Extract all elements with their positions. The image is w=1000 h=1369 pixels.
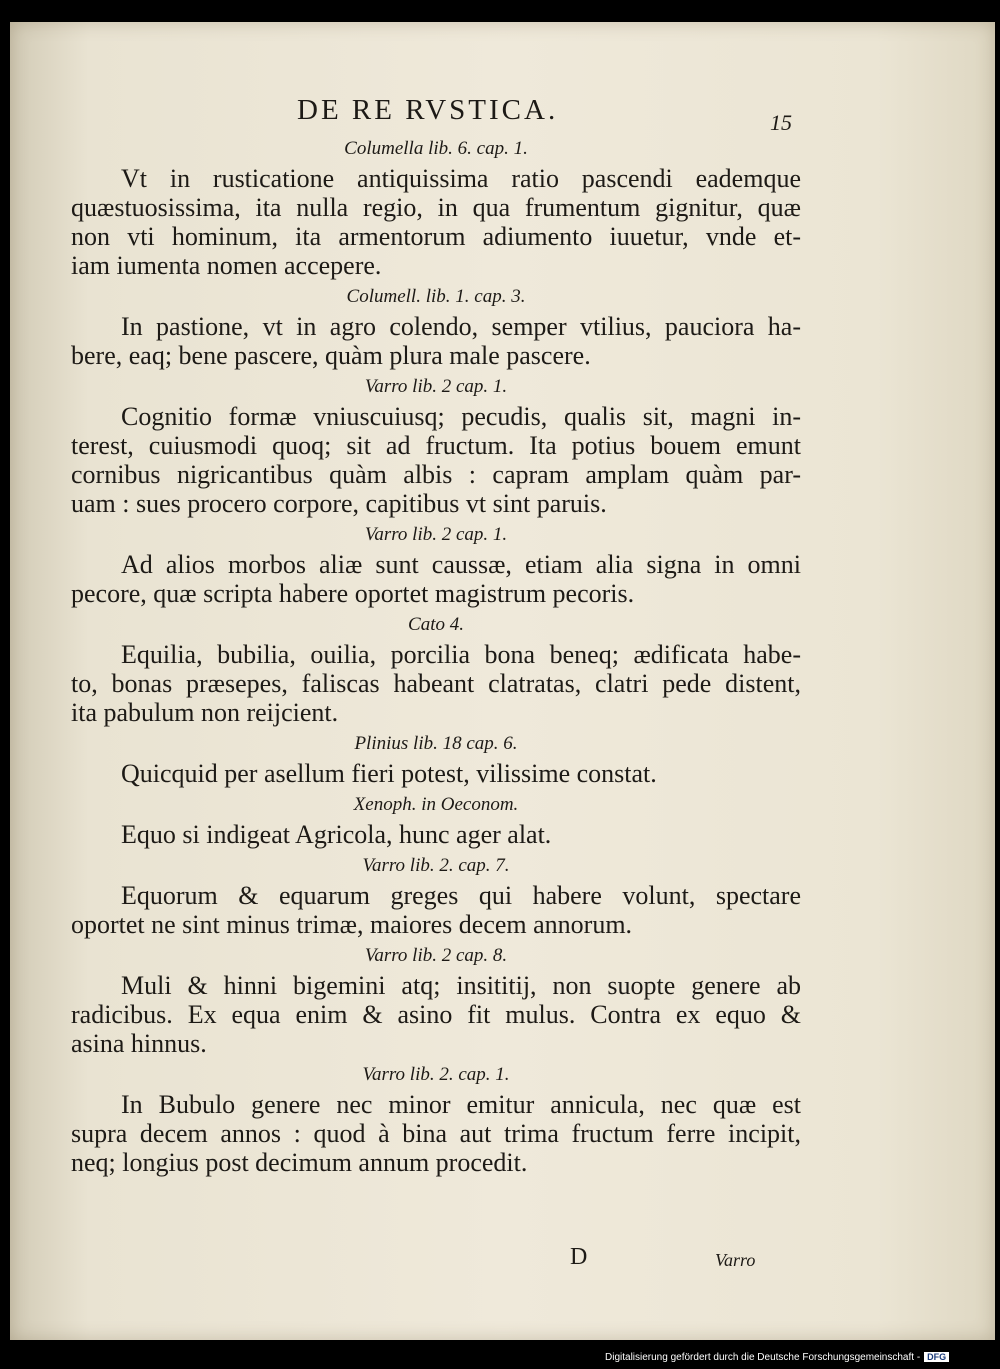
text-line: In Bubulo genere nec minor emitur annicula, nec quæ est <box>121 1090 801 1119</box>
text-line: Equorum & equarum greges qui habere volunt, spectare <box>121 881 801 910</box>
text-line: supra decem annos : quod à bina aut trima fructum ferre incipit, <box>71 1119 801 1148</box>
source-heading: Varro lib. 2 cap. 1. <box>364 376 508 397</box>
source-heading: Varro lib. 2 cap. 1. <box>364 524 508 545</box>
quotation-section <box>71 372 801 518</box>
text-line: quæstuosissima, ita nulla regio, in qua frumentum gignitur, quæ <box>71 193 801 222</box>
page-number: 15 <box>770 110 792 135</box>
text-line: radicibus. Ex equa enim & asino fit mulus. Contra ex equo & <box>71 1000 801 1029</box>
quotation-section <box>71 941 801 1058</box>
text-line: Vt in rusticatione antiquissima ratio pascendi eademque <box>121 164 801 193</box>
text-line: pecore, quæ scripta habere oportet magistrum pecoris. <box>71 579 635 608</box>
source-heading: Varro lib. 2. cap. 7. <box>362 855 510 876</box>
text-line: Muli & hinni bigemini atq; insititij, non suopte genere ab <box>121 971 801 1000</box>
source-heading: Columell. lib. 1. cap. 3. <box>346 286 526 307</box>
footer-credit <box>605 1352 949 1366</box>
text-line: Equilia, bubilia, ouilia, porcilia bona beneq; ædificata habe- <box>121 640 801 669</box>
text-line: cornibus nigricantibus quàm albis : capram amplam quàm par- <box>71 460 801 489</box>
text-line: In pastione, vt in agro colendo, semper vtilius, pauciora ha- <box>121 312 801 341</box>
source-heading: Columella lib. 6. cap. 1. <box>344 138 528 159</box>
quotation-section <box>71 134 801 280</box>
text-line: to, bonas præsepes, faliscas habeant clatratas, clatri pede distent, <box>71 669 801 698</box>
quotation-section <box>71 520 801 608</box>
footer-text: Digitalisierung gefördert durch die Deutsche Forschungsgemeinschaft - <box>605 1352 921 1363</box>
text-line: neq; longius post decimum annum procedit. <box>71 1148 528 1177</box>
text-line: uam : sues procero corpore, capitibus vt sint paruis. <box>71 489 607 518</box>
text-line: bere, eaq; bene pascere, quàm plura male pascere. <box>71 341 591 370</box>
text-line: iam iumenta nomen accepere. <box>71 251 382 280</box>
quotation-section <box>71 282 801 370</box>
source-heading: Varro lib. 2 cap. 8. <box>364 945 508 966</box>
text-line: asina hinnus. <box>71 1029 207 1058</box>
quotation-section <box>71 790 801 849</box>
text-line: ita pabulum non reijcient. <box>71 698 339 727</box>
quotation-section <box>71 1060 801 1177</box>
text-line: Equo si indigeat Agricola, hunc ager alat. <box>121 820 552 849</box>
page-text <box>71 132 801 1177</box>
running-title: DE RE RVSTICA. <box>297 94 559 126</box>
quotation-section <box>71 610 801 727</box>
quotation-section <box>71 729 801 788</box>
source-heading: Plinius lib. 18 cap. 6. <box>354 733 518 754</box>
source-heading: Xenoph. in Oeconom. <box>353 794 519 815</box>
dfg-logo: DFG <box>924 1352 949 1362</box>
text-line: Quicquid per asellum fieri potest, vilissime constat. <box>121 759 657 788</box>
quotation-section <box>71 851 801 939</box>
text-line: non vti hominum, ita armentorum adiumento iuuetur, vnde et- <box>71 222 801 251</box>
book-page <box>10 22 995 1340</box>
signature-mark: D <box>570 1244 588 1270</box>
text-line: oportet ne sint minus trimæ, maiores decem annorum. <box>71 910 633 939</box>
text-line: Ad alios morbos aliæ sunt caussæ, etiam alia signa in omni <box>121 550 801 579</box>
source-heading: Cato 4. <box>408 614 464 635</box>
text-line: terest, cuiusmodi quoq; sit ad fructum. Ita potius bouem emunt <box>71 431 801 460</box>
catchword: Varro <box>715 1250 756 1270</box>
source-heading: Varro lib. 2. cap. 1. <box>362 1064 510 1085</box>
text-line: Cognitio formæ vniuscuiusq; pecudis, qualis sit, magni in- <box>121 402 801 431</box>
